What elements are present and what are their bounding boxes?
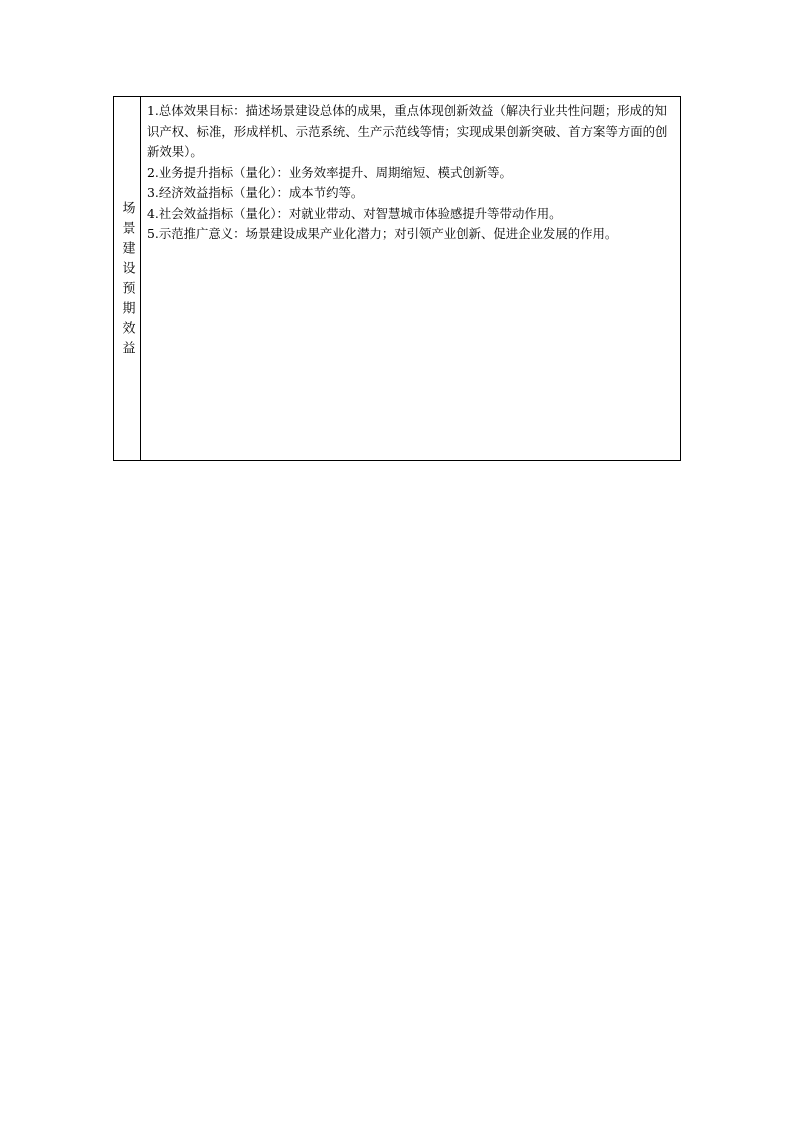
content-cell — [141, 97, 680, 460]
item-overall-goal: 1.总体效果目标：描述场景建设总体的成果，重点体现创新效益（解决行业共性问题；形成的知识产权、标准，形成样机、示范系统、生产示范线等情；实现成果创新突破、首方案等方面的创新效果）。 — [147, 103, 668, 159]
item-social-metrics: 4.社会效益指标（量化）：对就业带动、对智慧城市体验感提升等带动作用。 — [147, 205, 562, 221]
item-business-metrics: 2.业务提升指标（量化）：业务效率提升、周期缩短、模式创新等。 — [147, 164, 512, 180]
row-label: 场景建设预期效益 — [119, 200, 135, 361]
item-economic-metrics: 3.经济效益指标（量化）：成本节约等。 — [147, 185, 364, 200]
item-demonstration-value: 5.示范推广意义：场景建设成果产业化潜力；对引领产业创新、促进企业发展的作用。 — [147, 226, 618, 241]
benefits-table — [113, 96, 681, 461]
row-label-cell — [114, 97, 141, 460]
